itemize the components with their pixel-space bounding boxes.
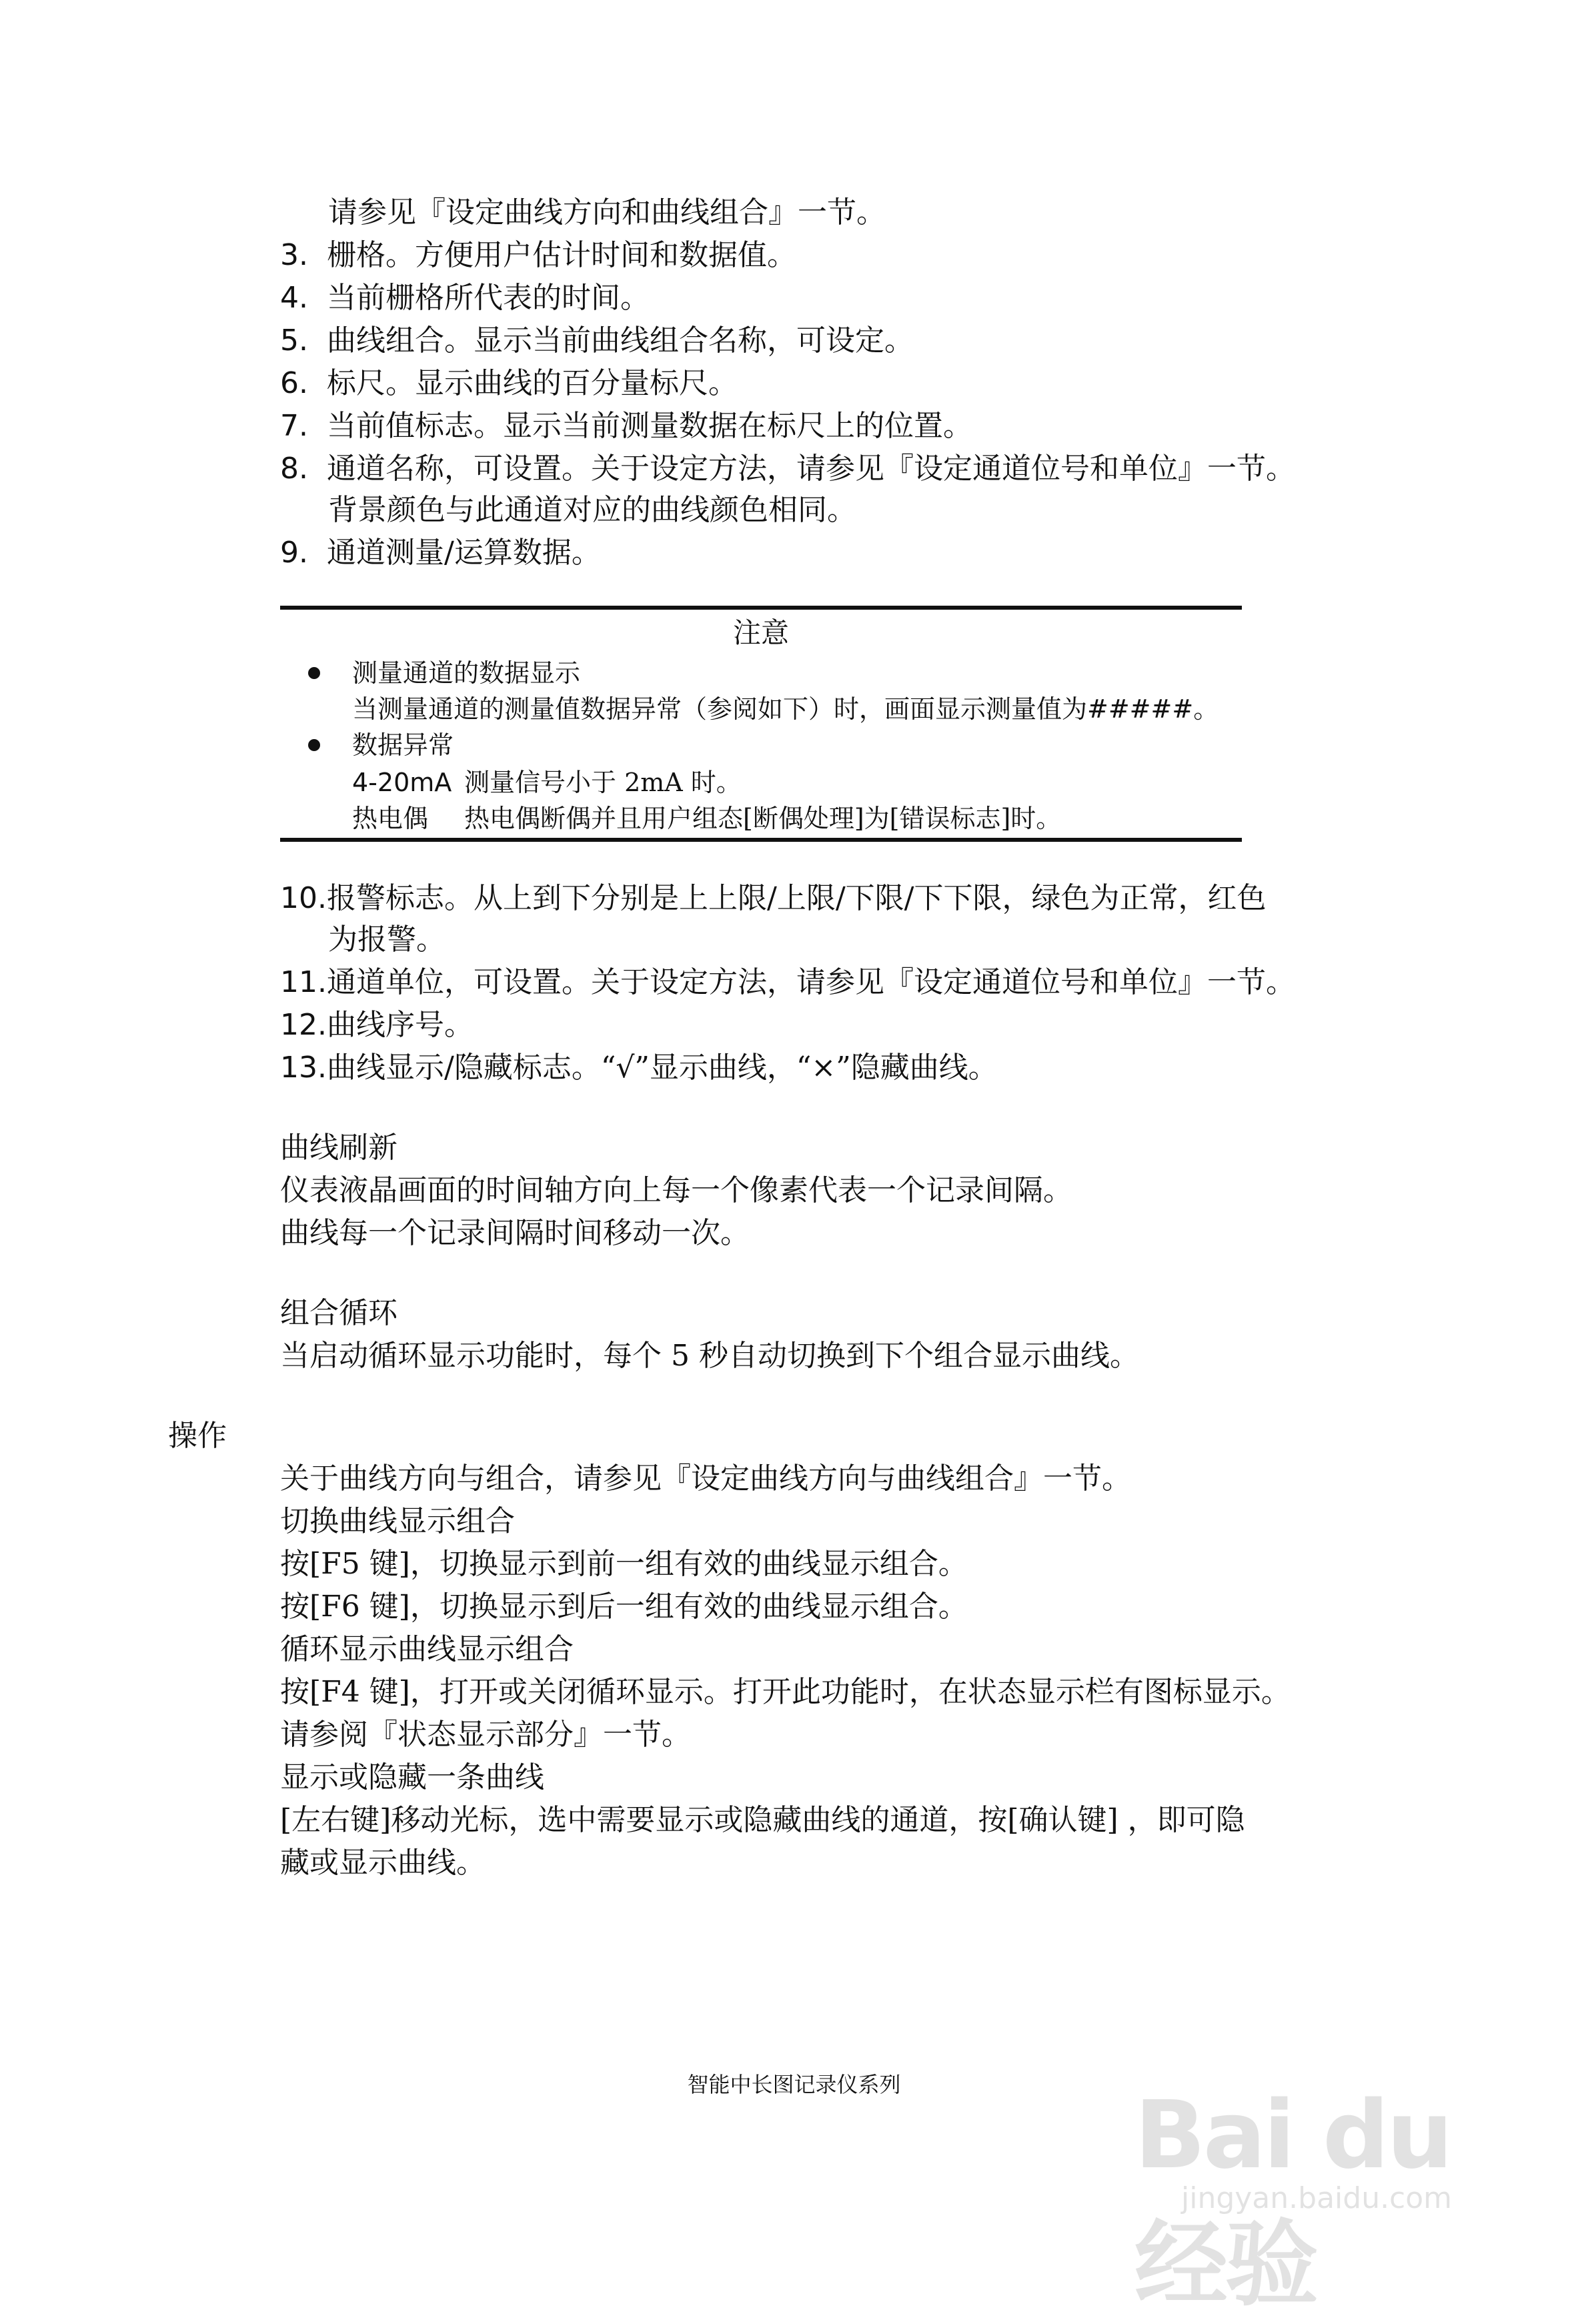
list-item-8-continuation: 背景颜色与此通道对应的曲线颜色相同。	[328, 493, 856, 527]
list-item-4	[280, 279, 650, 318]
subheading-cycle-display: 循环显示曲线显示组合	[280, 1632, 574, 1666]
list-item-6	[280, 364, 738, 403]
list-item-9	[280, 534, 601, 572]
list-item-11	[280, 963, 1295, 1002]
list-text: 通道测量/运算数据。	[327, 536, 601, 570]
list-number: 9.	[280, 536, 308, 570]
list-number: 5.	[280, 324, 308, 358]
baidu-watermark	[1134, 2081, 1508, 2319]
paragraph-line: 请参阅『状态显示部分』一节。	[280, 1718, 691, 1752]
note-bullet1-text: 当测量通道的测量值数据异常（参阅如下）时，画面显示测量值为#####。	[352, 694, 1219, 724]
list-continuation: 请参见『设定曲线方向和曲线组合』一节。	[328, 195, 886, 229]
list-text: 通道单位，可设置。关于设定方法，请参见『设定通道位号和单位』一节。	[327, 965, 1295, 999]
list-number: 6.	[280, 366, 308, 400]
list-text: 曲线组合。显示当前曲线组合名称，可设定。	[327, 324, 914, 358]
paragraph-line: [左右键]移动光标，选中需要显示或隐藏曲线的通道，按[确认键] ，即可隐	[280, 1803, 1245, 1837]
list-number: 11.	[280, 965, 327, 999]
paragraph-line: 当启动循环显示功能时，每个 5 秒自动切换到下个组合显示曲线。	[280, 1339, 1139, 1373]
note-row-text: 热电偶断偶并且用户组态[断偶处理]为[错误标志]时。	[464, 804, 1062, 833]
watermark-logo-text: Bai du 经验	[1134, 2081, 1451, 2319]
subheading-show-hide-curve: 显示或隐藏一条曲线	[280, 1760, 544, 1794]
note-title: 注意	[732, 616, 789, 649]
list-text: 曲线显示/隐藏标志。“√”显示曲线，“×”隐藏曲线。	[327, 1051, 998, 1085]
list-item-12	[280, 1006, 474, 1045]
watermark-url: jingyan.baidu.com	[1181, 2181, 1453, 2215]
note-bottom-rule	[280, 838, 1242, 842]
list-text: 曲线序号。	[327, 1008, 474, 1042]
note-top-rule	[280, 606, 1242, 610]
note-bullet1-title: 测量通道的数据显示	[352, 658, 581, 688]
section-heading-operation: 操作	[168, 1419, 227, 1453]
paragraph-line: 按[F5 键]，切换显示到前一组有效的曲线显示组合。	[280, 1547, 968, 1581]
list-item-10	[280, 879, 1266, 918]
paragraph-line: 关于曲线方向与组合，请参见『设定曲线方向与曲线组合』一节。	[280, 1462, 1131, 1496]
note-bullet2-title: 数据异常	[352, 730, 454, 760]
bullet-icon	[308, 667, 320, 679]
note-row-label: 热电偶	[352, 804, 429, 833]
note-row-label: 4-20mA	[352, 768, 452, 797]
list-number: 3.	[280, 238, 308, 272]
list-text: 当前栅格所代表的时间。	[327, 281, 650, 315]
list-item-3	[280, 236, 796, 275]
list-number: 8.	[280, 452, 308, 486]
page-footer: 智能中长图记录仪系列	[687, 2072, 901, 2097]
list-number: 7.	[280, 409, 308, 443]
note-row-4-20ma	[352, 766, 742, 799]
list-item-13	[280, 1049, 998, 1087]
paragraph-line: 按[F4 键]，打开或关闭循环显示。打开此功能时，在状态显示栏有图标显示。	[280, 1675, 1291, 1709]
paragraph-line: 仪表液晶画面的时间轴方向上每一个像素代表一个记录间隔。	[280, 1173, 1072, 1207]
list-text: 当前值标志。显示当前测量数据在标尺上的位置。	[327, 409, 972, 443]
paragraph-line: 曲线每一个记录间隔时间移动一次。	[280, 1216, 750, 1250]
paragraph-line: 藏或显示曲线。	[280, 1846, 486, 1880]
list-number: 4.	[280, 281, 308, 315]
list-number: 12.	[280, 1008, 327, 1042]
list-text: 通道名称，可设置。关于设定方法，请参见『设定通道位号和单位』一节。	[327, 452, 1295, 486]
list-text: 栅格。方便用户估计时间和数据值。	[327, 238, 796, 272]
list-item-5	[280, 322, 914, 360]
note-row-thermocouple	[352, 802, 1061, 835]
section-heading-curve-refresh: 曲线刷新	[280, 1131, 398, 1165]
note-row-text: 测量信号小于 2mA 时。	[464, 768, 742, 797]
list-item-10-continuation: 为报警。	[328, 923, 446, 957]
list-text: 标尺。显示曲线的百分量标尺。	[327, 366, 738, 400]
paragraph-line: 按[F6 键]，切换显示到后一组有效的曲线显示组合。	[280, 1590, 968, 1624]
subheading-switch-group: 切换曲线显示组合	[280, 1504, 515, 1538]
section-heading-group-cycle: 组合循环	[280, 1296, 398, 1330]
list-item-8	[280, 450, 1295, 488]
list-number: 10.	[280, 881, 327, 915]
list-item-7	[280, 407, 972, 446]
list-number: 13.	[280, 1051, 327, 1085]
bullet-icon	[308, 739, 320, 751]
list-text: 报警标志。从上到下分别是上上限/上限/下限/下下限，绿色为正常，红色	[327, 881, 1267, 915]
